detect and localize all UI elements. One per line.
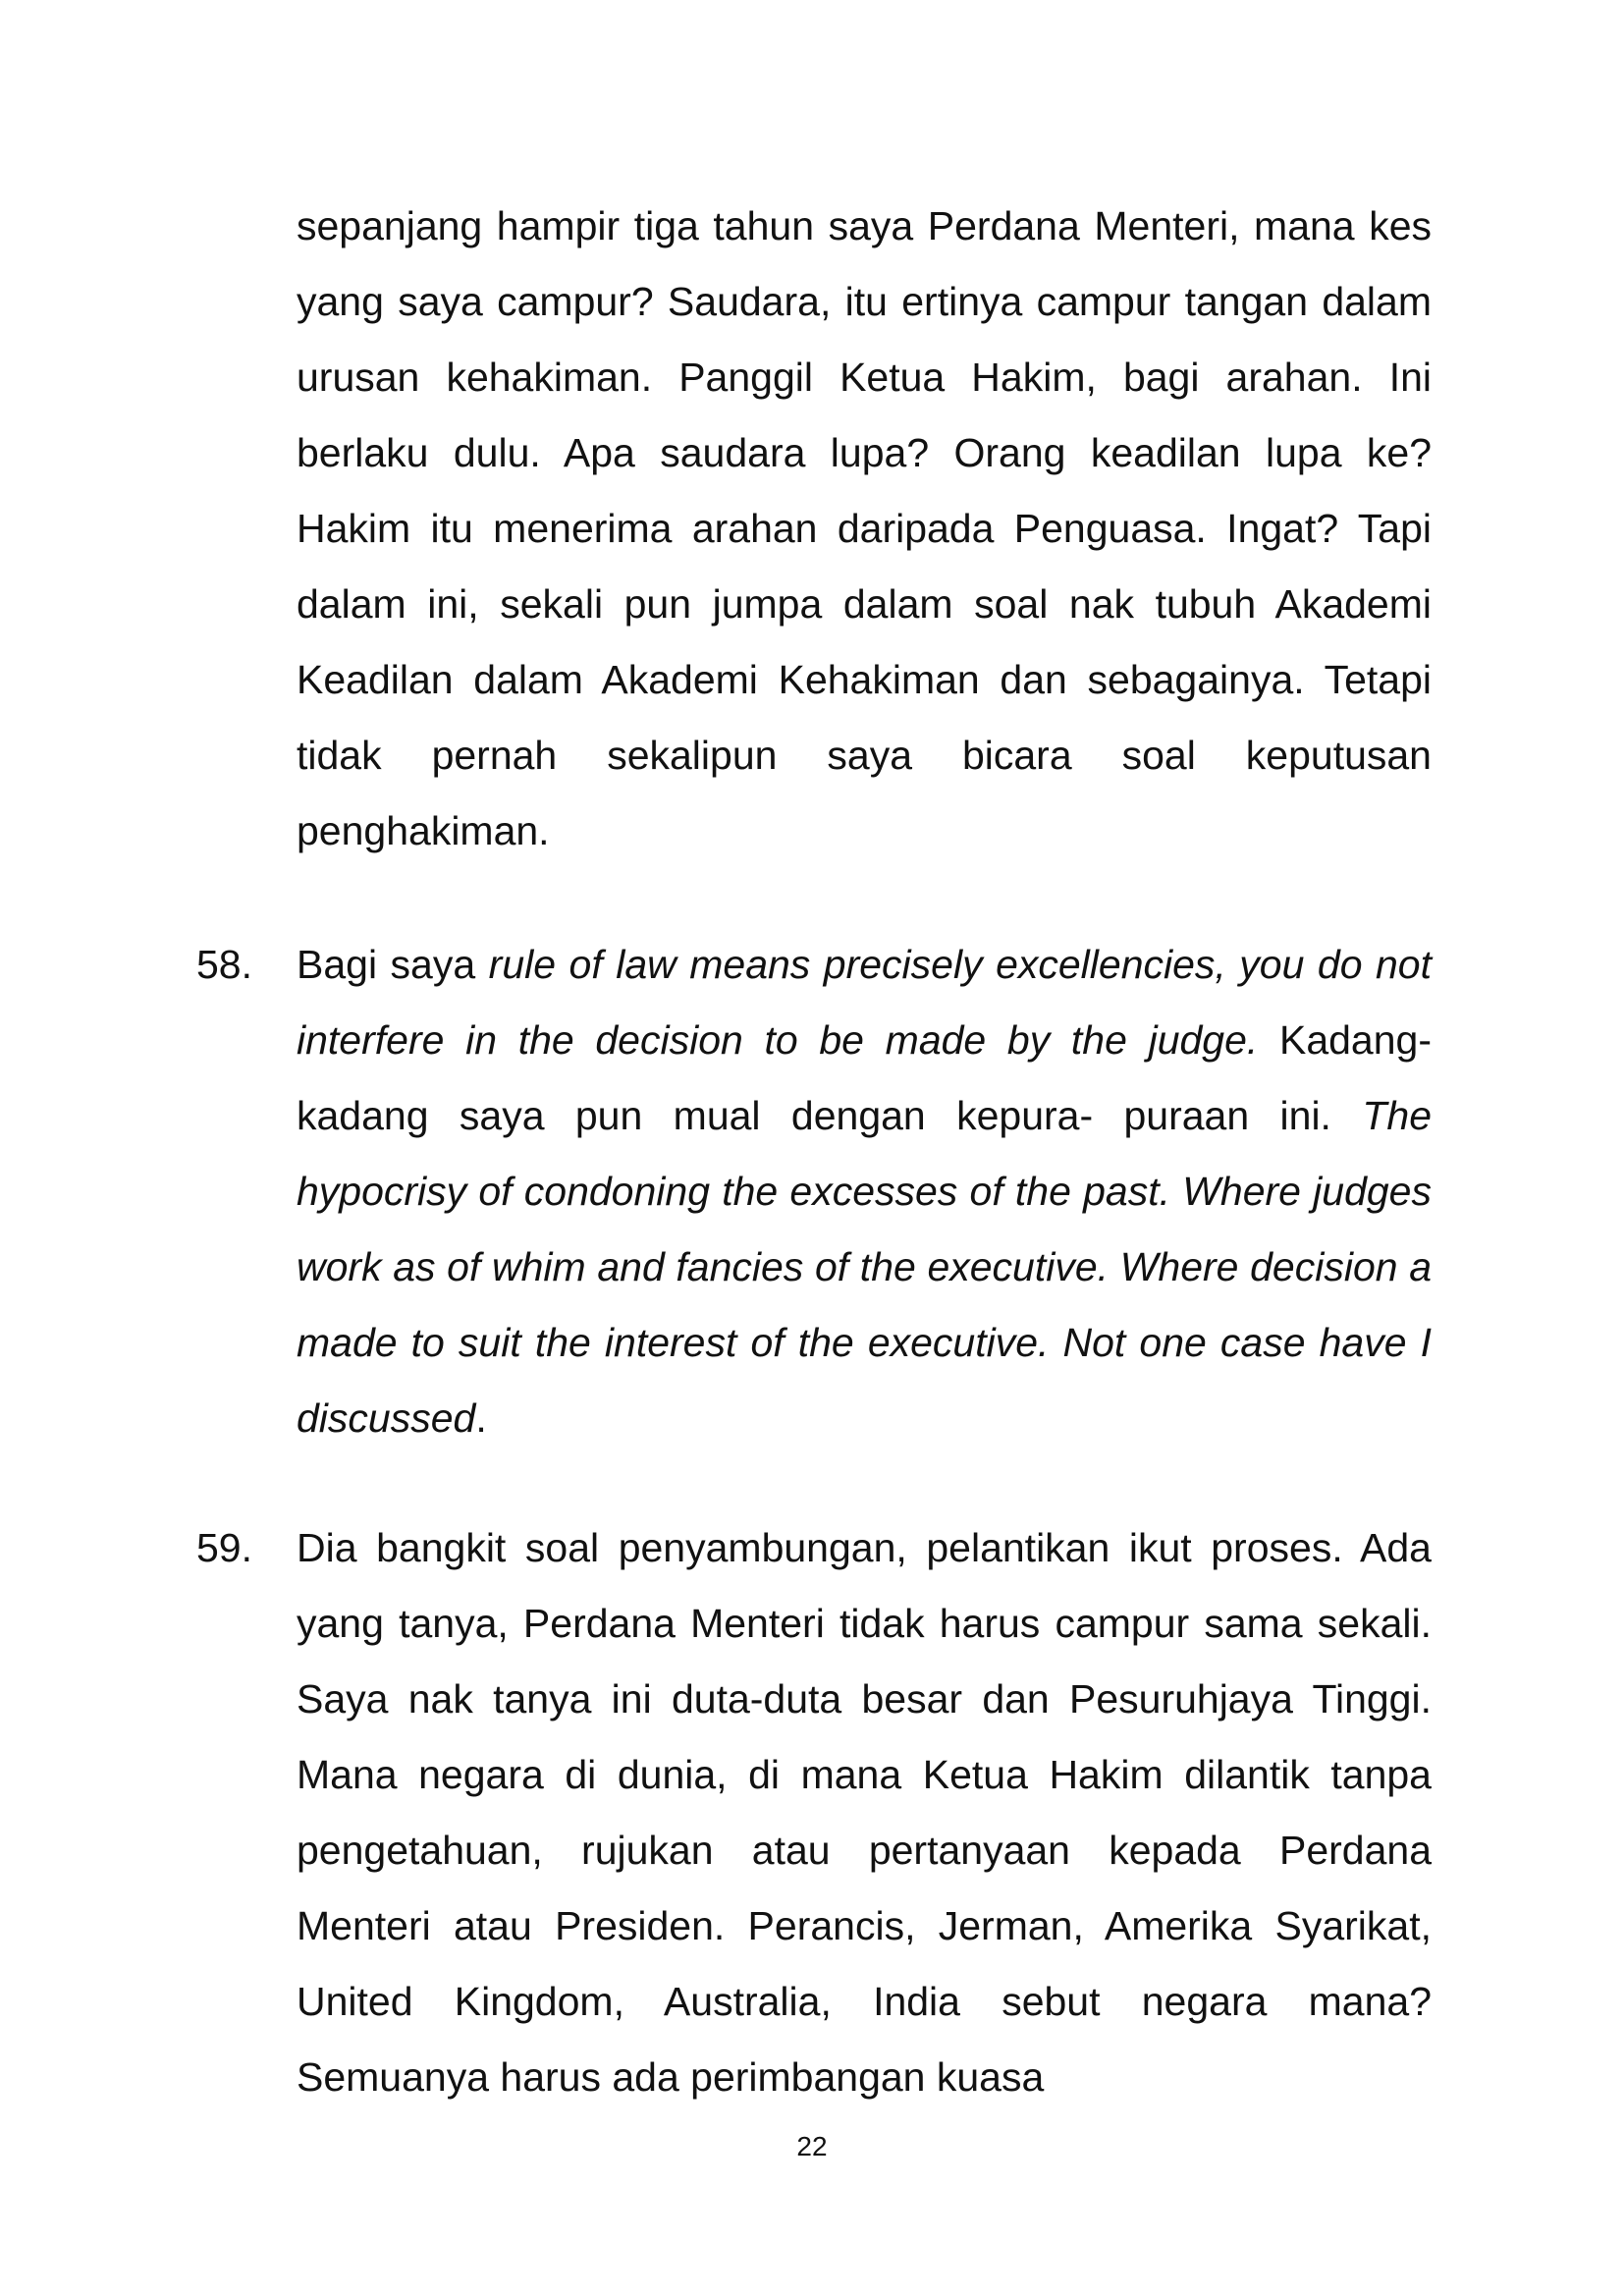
paragraph-59: Dia bangkit soal penyambungan, pelantikan ikut proses. Ada yang tanya, Perdana Menteri tidak harus campur sama sekali. Saya nak tanya ini duta-duta besar dan Pesuruhjaya Tinggi. Mana negara di dunia, di mana Ketua Hakim dilantik tanpa pengetahuan, rujukan atau pertanyaan kepada Perdana Menteri atau Presiden. Perancis, Jerman, Amerika Syarikat, United Kingdom, Australia, India sebut negara mana? Semuanya harus ada perimbangan kuasa	[297, 1525, 1432, 2100]
paragraph-58-italic-2: The hypocrisy of condoning the excesses of the past. Where judges work as of whim and fancies of the executive. Where decision a made to suit the interest of the executive. Not one case have I discussed	[297, 1093, 1432, 1441]
paragraph-number-58: 58.	[196, 942, 252, 987]
paragraph-58	[297, 927, 1432, 1456]
paragraph-58-middle: Kadang-kadang saya pun mual dengan kepura- puraan ini.	[297, 1017, 1432, 1138]
paragraph-58-end: .	[475, 1395, 487, 1441]
paragraph-58-intro: Bagi saya	[297, 942, 489, 987]
paragraph-number-59: 59.	[196, 1525, 252, 1570]
continued-paragraph: sepanjang hampir tiga tahun saya Perdana Menteri, mana kes yang saya campur? Saudara, itu ertinya campur tangan dalam urusan kehakiman. Panggil Ketua Hakim, bagi arahan. Ini berlaku dulu. Apa saudara lupa? Orang keadilan lupa ke? Hakim itu menerima arahan daripada Penguasa. Ingat? Tapi dalam ini, sekali pun jumpa dalam soal nak tubuh Akademi Keadilan dalam Akademi Kehakiman dan sebagainya. Tetapi tidak pernah sekalipun saya bicara soal keputusan penghakiman.	[297, 203, 1432, 853]
page-number: 22	[796, 2131, 828, 2161]
paragraph-58-italic-1: rule of law means precisely excellencies, you do not interfere in the decision to be made by the judge.	[297, 942, 1433, 1063]
